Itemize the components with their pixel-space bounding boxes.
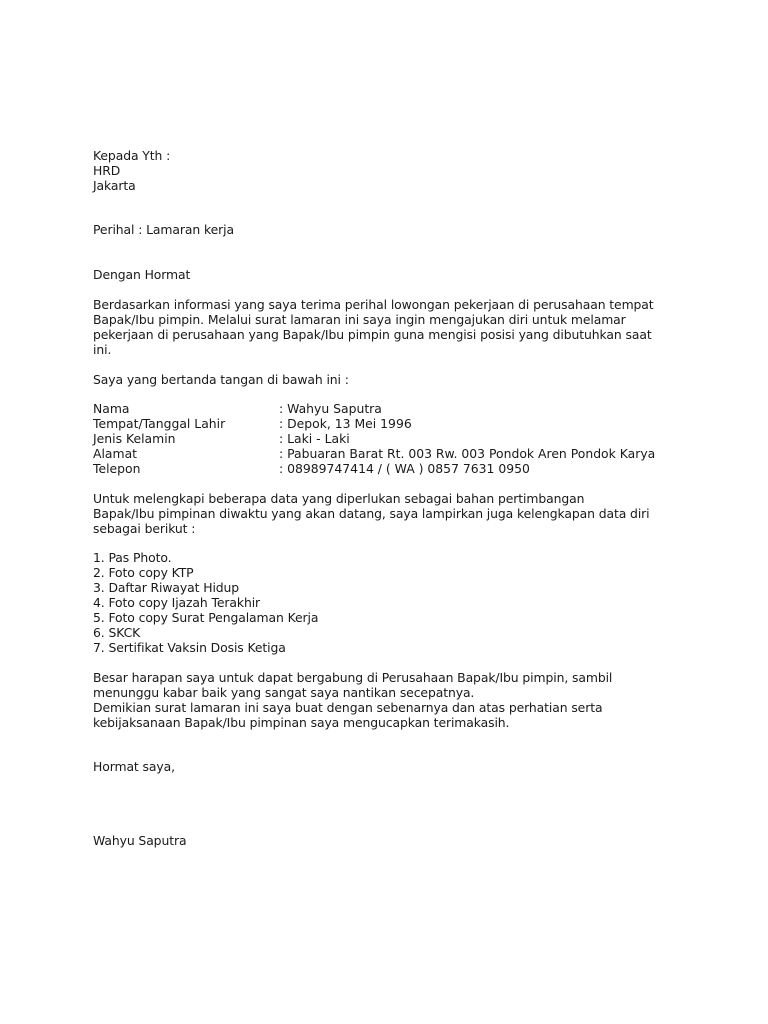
closing-line: menunggu kabar baik yang sangat saya nantikan secepatnya. <box>93 685 475 700</box>
identity-label: Tempat/Tanggal Lahir <box>93 416 226 431</box>
intro-line: pekerjaan di perusahaan yang Bapak/Ibu pimpin guna mengisi posisi yang dibutuhkan saat <box>93 327 652 342</box>
list-item: 1. Pas Photo. <box>93 550 172 565</box>
intro-line: Bapak/Ibu pimpin. Melalui surat lamaran ini saya ingin mengajukan diri untuk melamar <box>93 312 626 327</box>
identity-value: : Laki - Laki <box>279 431 350 446</box>
identity-value: : 08989747414 / ( WA ) 0857 7631 0950 <box>279 461 530 476</box>
identity-label: Jenis Kelamin <box>93 431 176 446</box>
intro-line: ini. <box>93 342 112 357</box>
identity-label: Alamat <box>93 446 138 461</box>
list-item: 4. Foto copy Ijazah Terakhir <box>93 595 261 610</box>
identity-intro: Saya yang bertanda tangan di bawah ini : <box>93 372 349 387</box>
intro-line: Berdasarkan informasi yang saya terima perihal lowongan pekerjaan di perusahaan tempat <box>93 297 654 312</box>
salutation: Dengan Hormat <box>93 267 191 282</box>
recipient-city: Jakarta <box>93 178 136 193</box>
list-item: 5. Foto copy Surat Pengalaman Kerja <box>93 610 319 625</box>
list-item: 2. Foto copy KTP <box>93 565 194 580</box>
list-item: 7. Sertifikat Vaksin Dosis Ketiga <box>93 640 286 655</box>
closing-line: kebijaksanaan Bapak/Ibu pimpinan saya mengucapkan terimakasih. <box>93 715 510 730</box>
subject-line: Perihal : Lamaran kerja <box>93 222 234 237</box>
identity-value: : Pabuaran Barat Rt. 003 Rw. 003 Pondok Aren Pondok Karya <box>279 446 656 461</box>
recipient-greeting: Kepada Yth : <box>93 148 171 163</box>
identity-value: : Depok, 13 Mei 1996 <box>279 416 412 431</box>
identity-value: : Wahyu Saputra <box>279 401 382 416</box>
recipient-name: HRD <box>93 163 121 178</box>
identity-label: Telepon <box>93 461 141 476</box>
attachments-intro-line: Bapak/Ibu pimpinan diwaktu yang akan datang, saya lampirkan juga kelengkapan data diri <box>93 506 650 521</box>
closing-line: Besar harapan saya untuk dapat bergabung di Perusahaan Bapak/Ibu pimpin, sambil <box>93 670 613 685</box>
attachments-intro-line: Untuk melengkapi beberapa data yang diperlukan sebagai bahan pertimbangan <box>93 491 585 506</box>
regards: Hormat saya, <box>93 759 175 774</box>
attachments-intro-line: sebagai berikut : <box>93 521 196 536</box>
signature-name: Wahyu Saputra <box>93 833 187 848</box>
closing-line: Demikian surat lamaran ini saya buat dengan sebenarnya dan atas perhatian serta <box>93 700 603 715</box>
identity-label: Nama <box>93 401 130 416</box>
list-item: 6. SKCK <box>93 625 141 640</box>
list-item: 3. Daftar Riwayat Hidup <box>93 580 240 595</box>
